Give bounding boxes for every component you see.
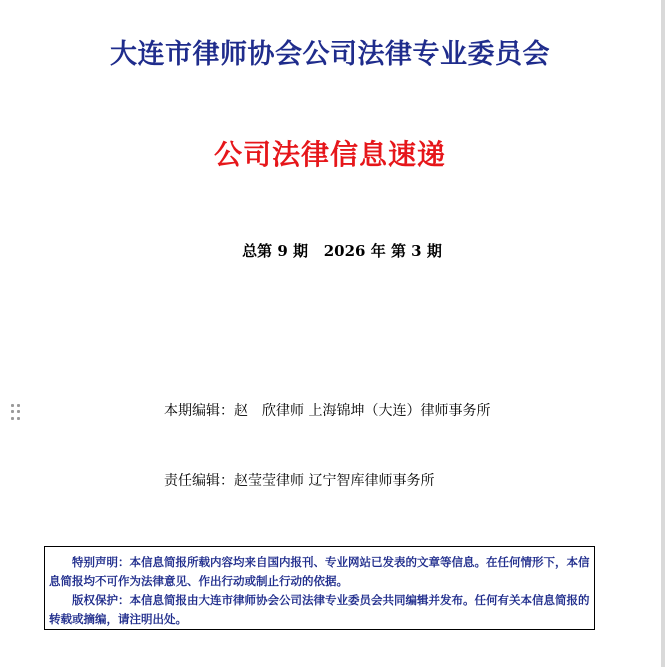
page-edge <box>661 0 665 667</box>
special-statement: 特别声明：本信息简报所载内容均来自国内报刊、专业网站已发表的文章等信息。在任何情形下，本信息简报均不可作为法律意见、作出行动或制止行动的依据。 <box>49 555 590 588</box>
issue-total: 总第 9 期 <box>242 242 309 260</box>
doc-title: 公司法律信息速递 <box>213 138 446 171</box>
notice-box <box>44 546 595 630</box>
responsible-editor-label: 责任编辑： <box>164 473 234 489</box>
drag-handle-icon[interactable] <box>11 404 21 420</box>
responsible-editor-firm: 辽宁智库律师事务所 <box>308 473 435 489</box>
current-editor-line <box>164 400 490 420</box>
current-editor-label: 本期编辑： <box>164 403 234 419</box>
org-title: 大连市律师协会公司法律专业委员会 <box>110 39 550 70</box>
responsible-editor-name: 赵莹莹律师 <box>234 473 304 489</box>
issue-number: 第 3 期 <box>390 242 442 260</box>
copyright-statement: 版权保护：本信息简报由大连市律师协会公司法律专业委员会共同编辑并发布。任何有关本信息简报的转载或摘编，请注明出处。 <box>49 593 590 626</box>
current-editor-firm: 上海锦坤（大连）律师事务所 <box>308 403 491 419</box>
issue-year: 2026 年 <box>323 242 386 260</box>
issue-line <box>0 240 665 261</box>
current-editor-name: 赵 欣律师 <box>234 403 304 419</box>
responsible-editor-line <box>164 470 434 490</box>
